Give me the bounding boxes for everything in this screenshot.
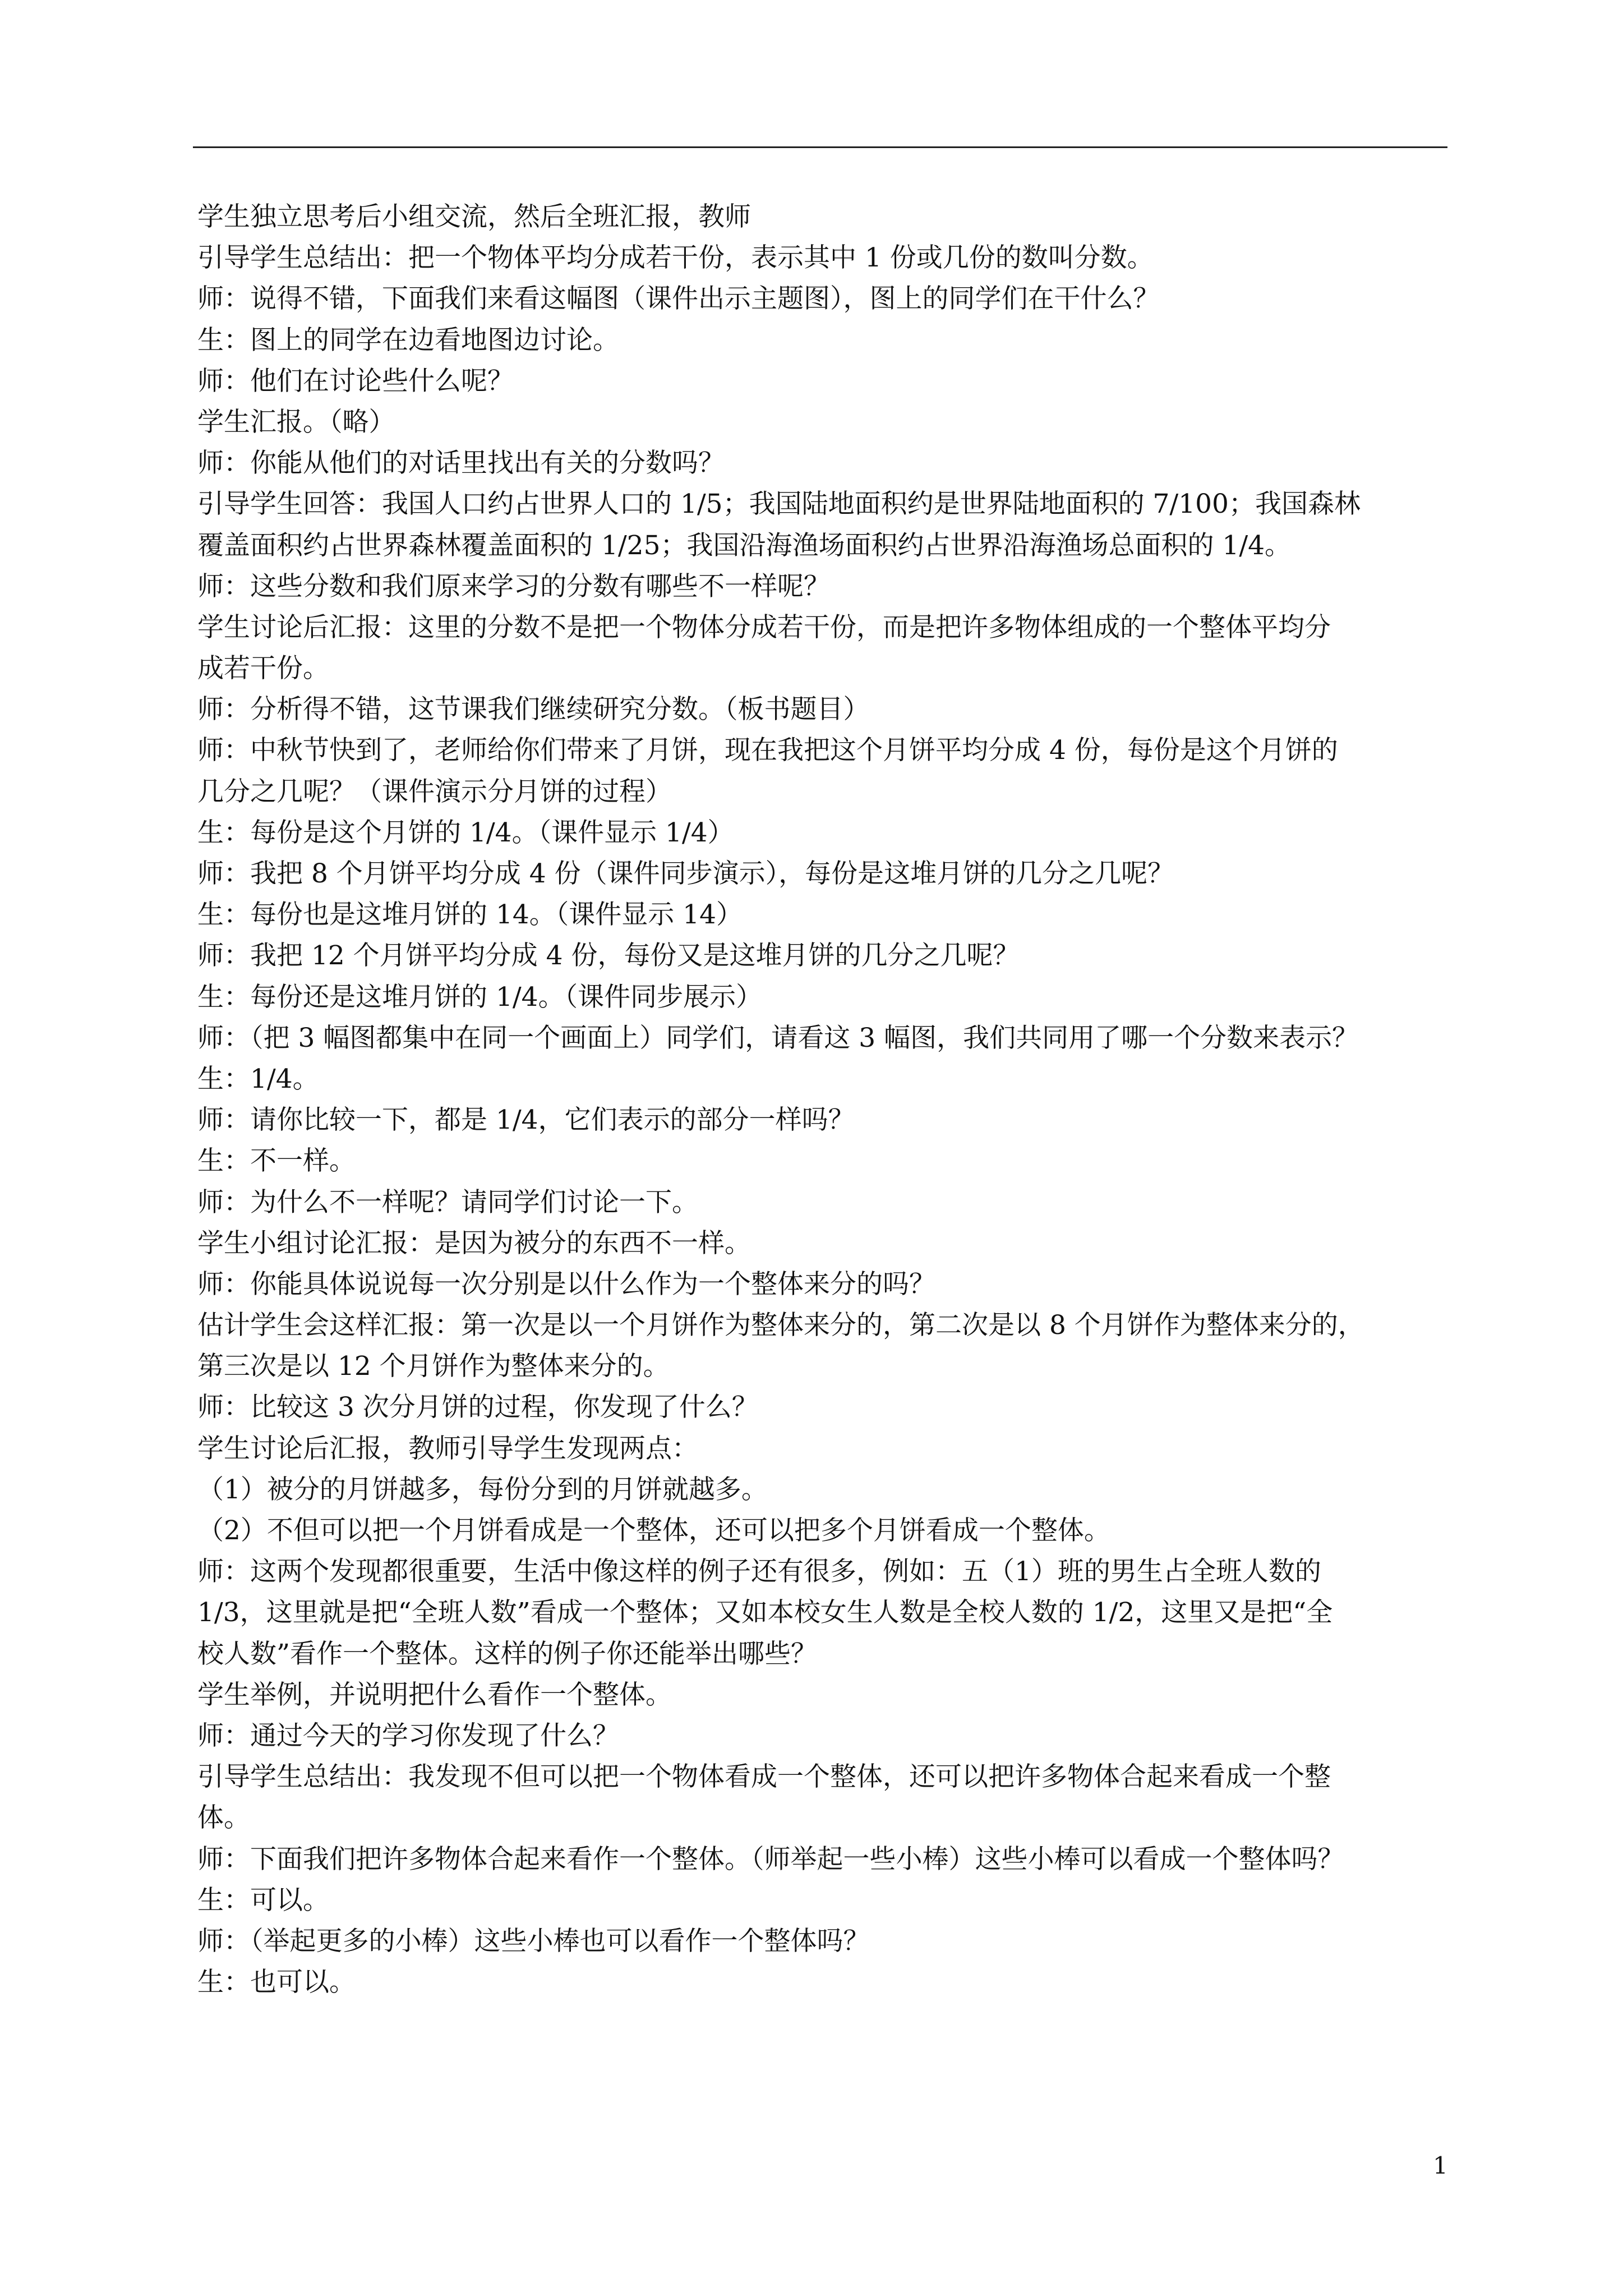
text-line: 师：通过今天的学习你发现了什么？ [197, 1720, 619, 1751]
text-line: 师：说得不错，下面我们来看这幅图（课件出示主题图），图上的同学们在干什么？ [197, 283, 1160, 315]
text-line: 校人数”看作一个整体。这样的例子你还能举出哪些？ [197, 1638, 818, 1669]
text-line: 生：图上的同学在边看地图边讨论。 [197, 324, 619, 356]
text-line: 生：每份还是这堆月饼的 1/4。（课件同步展示） [197, 981, 763, 1013]
text-line: 生：也可以。 [197, 1967, 356, 1998]
text-line: 生：每份是这个月饼的 1/4。（课件显示 1/4） [197, 817, 734, 848]
text-line: 学生讨论后汇报，教师引导学生发现两点： [197, 1433, 698, 1464]
text-line: 师：这两个发现都很重要，生活中像这样的例子还有很多，例如：五（1）班的男生占全班人数的 [197, 1556, 1321, 1588]
header-rule [193, 146, 1447, 148]
text-line: 师：（举起更多的小棒）这些小棒也可以看作一个整体吗？ [197, 1925, 870, 1957]
text-line: 师：分析得不错，这节课我们继续研究分数。（板书题目） [197, 694, 870, 725]
text-line: 学生汇报。（略） [197, 406, 395, 438]
text-line: 学生独立思考后小组交流，然后全班汇报，教师 [197, 201, 751, 232]
text-line: 成若干份。 [197, 653, 329, 684]
text-line: 覆盖面积约占世界森林覆盖面积的 1/25；我国沿海渔场面积约占世界沿海渔场总面积的 1/4。 [197, 530, 1292, 561]
text-line: 生：可以。 [197, 1884, 329, 1916]
text-line: 师：为什么不一样呢？请同学们讨论一下。 [197, 1186, 698, 1218]
text-line: 师：他们在讨论些什么呢？ [197, 365, 514, 397]
text-line: 师：你能从他们的对话里找出有关的分数吗？ [197, 448, 725, 479]
text-line: 师：中秋节快到了，老师给你们带来了月饼，现在我把这个月饼平均分成 4 份，每份是这个月饼的 [197, 735, 1338, 766]
text-line: 体。 [197, 1802, 250, 1834]
text-line: 师：你能具体说说每一次分别是以什么作为一个整体来分的吗？ [197, 1268, 935, 1300]
text-line: 师：这些分数和我们原来学习的分数有哪些不一样呢？ [197, 570, 830, 602]
text-line: 师：（把 3 幅图都集中在同一个画面上）同学们，请看这 3 幅图，我们共同用了哪一个分数来表示？ [197, 1022, 1359, 1053]
page-number: 1 [1433, 2152, 1448, 2179]
text-line: 1/3，这里就是把“全班人数”看成一个整体；又如本校女生人数是全校人数的 1/2，这里又是把“全 [197, 1597, 1333, 1628]
text-line: 引导学生总结出：把一个物体平均分成若干份，表示其中 1 份或几份的数叫分数。 [197, 242, 1154, 274]
text-line: 师：请你比较一下，都是 1/4，它们表示的部分一样吗？ [197, 1105, 855, 1136]
text-line: 学生小组讨论汇报：是因为被分的东西不一样。 [197, 1227, 751, 1259]
text-line: 第三次是以 12 个月饼作为整体来分的。 [197, 1351, 670, 1382]
text-line: 生：不一样。 [197, 1145, 356, 1177]
text-line: 师：我把 8 个月饼平均分成 4 份（课件同步演示），每份是这堆月饼的几分之几呢？ [197, 858, 1174, 889]
text-line: 生：1/4。 [197, 1063, 319, 1094]
text-line: 师：下面我们把许多物体合起来看作一个整体。（师举起一些小棒）这些小棒可以看成一个整体吗？ [197, 1843, 1344, 1875]
text-line: 几分之几呢？（课件演示分月饼的过程） [197, 776, 672, 807]
document-body [197, 196, 1454, 2003]
text-line: 师：比较这 3 次分月饼的过程，你发现了什么？ [197, 1392, 758, 1423]
text-line: 师：我把 12 个月饼平均分成 4 份，每份又是这堆月饼的几分之几呢？ [197, 940, 1020, 972]
text-line: 引导学生回答：我国人口约占世界人口的 1/5；我国陆地面积约是世界陆地面积的 7/100；我国森林 [197, 489, 1361, 520]
text-line: 学生举例，并说明把什么看作一个整体。 [197, 1679, 672, 1710]
text-line: 引导学生总结出：我发现不但可以把一个物体看成一个整体，还可以把许多物体合起来看成一个整 [197, 1761, 1331, 1793]
text-line: 估计学生会这样汇报：第一次是以一个月饼作为整体来分的，第二次是以 8 个月饼作为整体来分的， [197, 1310, 1364, 1341]
text-line: 生：每份也是这堆月饼的 14。（课件显示 14） [197, 899, 743, 931]
text-line: （2）不但可以把一个月饼看成是一个整体，还可以把多个月饼看成一个整体。 [197, 1515, 1110, 1546]
text-line: 学生讨论后汇报：这里的分数不是把一个物体分成若干份，而是把许多物体组成的一个整体平均分 [197, 611, 1331, 643]
text-line: （1）被分的月饼越多，每份分到的月饼就越多。 [197, 1474, 768, 1505]
